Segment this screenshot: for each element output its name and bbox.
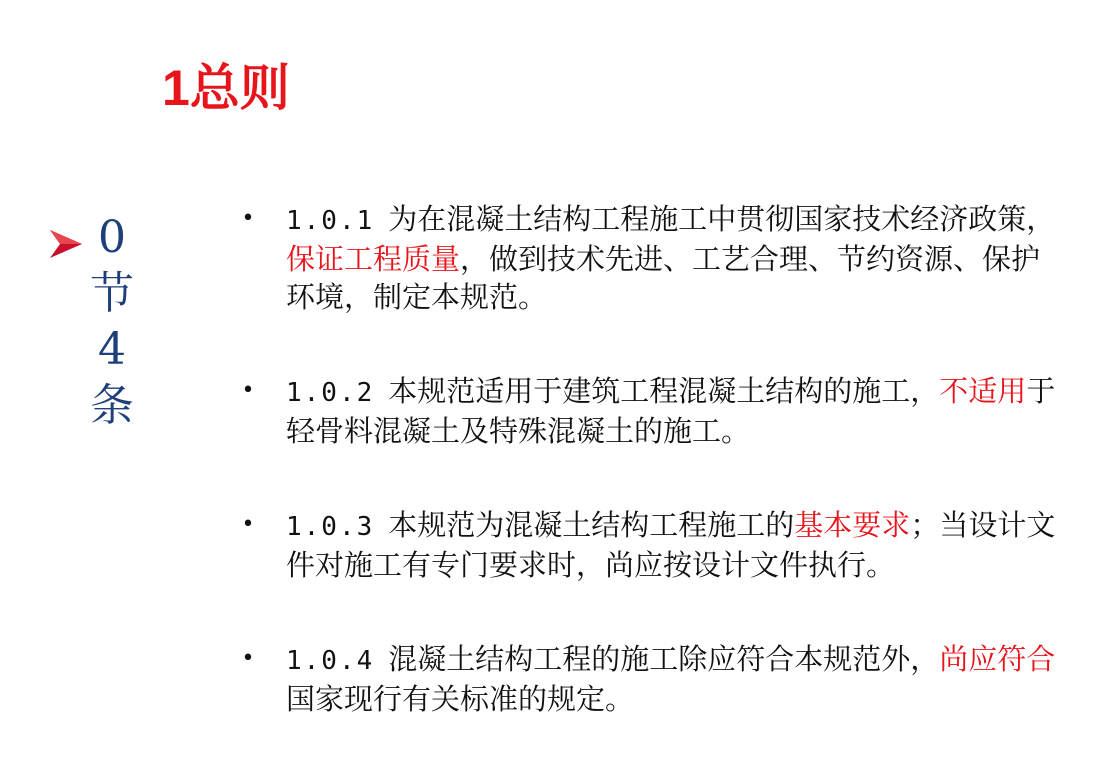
clause-text: ；当设计文件对施工有专门要求时，尚应按设计文件执行。 [286, 508, 1056, 582]
bullet-icon: • [241, 206, 255, 231]
arrow-bullet-icon [48, 226, 84, 262]
summary-char: 节 [90, 268, 134, 319]
clause-highlight: 尚应符合 [939, 642, 1056, 676]
bullet-icon: • [241, 646, 255, 671]
clause-text: 国家现行有关标准的规定。 [286, 682, 635, 716]
summary-char: 条 [90, 380, 134, 431]
page-title: 1总则 [162, 60, 290, 116]
clause-list [238, 200, 1058, 718]
section-summary [48, 210, 158, 460]
clause-number: 1.0.1 [286, 206, 375, 236]
summary-char: 4 [98, 324, 126, 375]
summary-char: 0 [98, 212, 126, 263]
clause-number: 1.0.2 [286, 378, 375, 408]
clause-highlight: 保证工程质量 [286, 242, 461, 276]
clause-highlight: 基本要求 [794, 508, 911, 542]
clause-number: 1.0.3 [286, 512, 375, 542]
clause-item [238, 640, 1058, 718]
clause-text: 为在混凝土结构工程施工中贯彻国家技术经济政策， [388, 202, 1056, 236]
clause-number: 1.0.4 [286, 646, 375, 676]
clause-item [238, 372, 1058, 450]
clause-highlight: 不适用 [939, 374, 1027, 408]
clause-item [238, 200, 1058, 316]
bullet-icon: • [241, 512, 255, 537]
clause-text: ，做到技术先进、工艺合理、节约资源、保护环境，制定本规范。 [286, 242, 1041, 314]
clause-text: 混凝土结构工程的施工除应符合本规范外， [388, 642, 940, 676]
clause-item [238, 506, 1058, 584]
section-summary-text [88, 210, 136, 434]
clause-text: 本规范为混凝土结构工程施工的 [388, 508, 795, 542]
clause-text: 本规范适用于建筑工程混凝土结构的施工， [388, 374, 940, 408]
bullet-icon: • [241, 378, 255, 403]
clause-text: 于轻骨料混凝土及特殊混凝土的施工。 [286, 374, 1056, 448]
